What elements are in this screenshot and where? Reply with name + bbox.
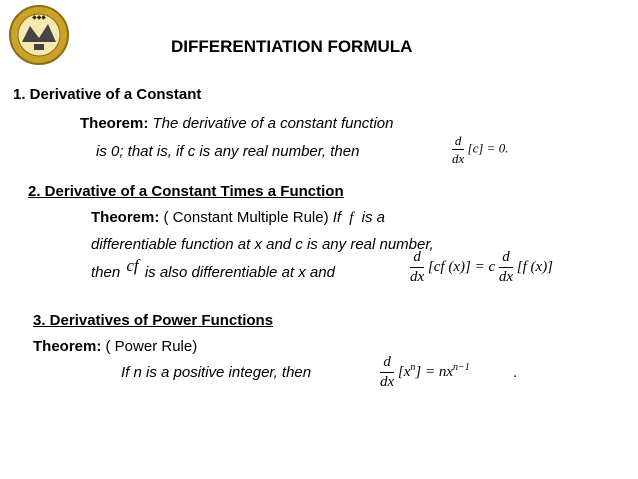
section2-theorem-line3: then cf is also differentiable at x and [91, 256, 335, 281]
theorem-label: Theorem: [33, 338, 102, 355]
section3-heading: 3. Derivatives of Power Functions [33, 312, 274, 329]
section1-heading: 1. Derivative of a Constant [13, 86, 202, 103]
theorem-label: Theorem: [80, 115, 149, 132]
theorem-text: The derivative of a constant function [152, 115, 394, 132]
section3-theorem-line2: If n is a positive integer, then [121, 364, 312, 381]
section1-theorem-line2: is 0; that is, if c is any real number, then [96, 143, 360, 160]
section3-trailing-period: . [513, 364, 518, 381]
section2-formula: $\frac{d}{dx}$ [cf (x)] = c $\frac{d}{dx}$ [f (x)] [410, 249, 554, 285]
section1-formula: $\frac{d}{dx}$ [c] = 0. [452, 133, 509, 166]
section3-theorem-line1: Theorem: ( Power Rule) [33, 338, 198, 355]
svg-text:◆◆◆: ◆◆◆ [32, 15, 46, 21]
university-seal-icon [8, 4, 70, 66]
page-title: DIFFERENTIATION FORMULA [171, 37, 413, 56]
section1-theorem-line1 [80, 115, 394, 132]
section2-heading: 2. Derivative of a Constant Times a Function [28, 183, 344, 200]
section3-formula: $\frac{d}{dx}$ $[x^n] = nx^{n-1}$ [380, 354, 470, 390]
section2-theorem-line2: differentiable function at x and c is any real number, [91, 236, 434, 253]
section2-theorem-line1: Theorem: ( Constant Multiple Rule) If f is a [91, 209, 385, 226]
theorem-label: Theorem: [91, 209, 160, 226]
